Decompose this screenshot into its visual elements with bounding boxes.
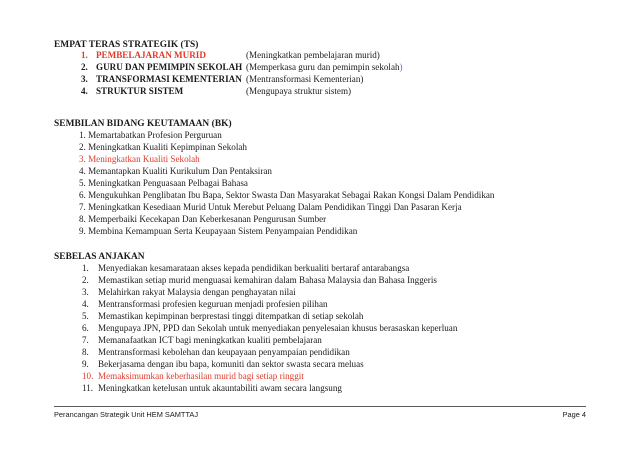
anjakan-item xyxy=(82,335,322,346)
anjakan-item xyxy=(82,371,304,382)
teras-item xyxy=(81,86,184,97)
anjakan-item xyxy=(82,347,350,358)
teras-label: GURU DAN PEMIMPIN SEKOLAH xyxy=(96,62,243,72)
bidang-heading: SEMBILAN BIDANG KEUTAMAAN (BK) xyxy=(54,119,232,129)
anjakan-text: Menyediakan kesamarataan akses kepada pendidikan berkualiti bertaraf antarabangsa xyxy=(98,263,410,273)
anjakan-num: 7. xyxy=(82,335,89,345)
teras-item xyxy=(81,50,206,61)
anjakan-item xyxy=(82,263,410,274)
anjakan-text: Meningkatkan ketelusan untuk akauntabiliti awam secara langsung xyxy=(98,383,342,393)
anjakan-num: 5. xyxy=(82,311,89,321)
teras-desc: (Memperkasa guru dan pemimpin sekolah) xyxy=(246,62,403,72)
teras-item xyxy=(81,62,243,73)
anjakan-text: Memanafaatkan ICT bagi meningkatkan kualiti pembelajaran xyxy=(98,335,322,345)
anjakan-item xyxy=(82,383,342,394)
teras-desc: (Meningkatkan pembelajaran murid) xyxy=(246,50,380,60)
bidang-item: 4. Memantapkan Kualiti Kurikulum Dan Pentaksiran xyxy=(79,166,272,176)
bidang-item: 8. Memperbaiki Kecekapan Dan Keberkesanan Pengurusan Sumber xyxy=(79,214,327,224)
anjakan-text: Memaksimumkan keberhasilan murid bagi setiap ringgit xyxy=(98,371,304,381)
bidang-item: 2. Meningkatkan Kualiti Kepimpinan Sekolah xyxy=(79,142,247,152)
bidang-item: 7. Meningkatkan Kesediaan Murid Untuk Merebut Peluang Dalam Pendidikan Tinggi Dan Pasaran Kerja xyxy=(79,202,462,212)
footer-title: Perancangan Strategik Unit HEM SAMTTAJ xyxy=(54,410,199,419)
anjakan-num: 4. xyxy=(82,299,89,309)
page-number: Page 4 xyxy=(562,410,586,419)
anjakan-num: 3. xyxy=(82,287,89,297)
anjakan-text: Mentransformasi kebolehan dan keupayaan penyampaian pendidikan xyxy=(98,347,350,357)
anjakan-num: 8. xyxy=(82,347,89,357)
teras-label: PEMBELAJARAN MURID xyxy=(96,50,206,60)
bidang-item: 6. Mengukuhkan Penglibatan Ibu Bapa, Sektor Swasta Dan Masyarakat Sebagai Rakan Kongsi Dalam Pendidikan xyxy=(79,190,495,200)
anjakan-text: Mentransformasi profesien keguruan menjadi profesien pilihan xyxy=(98,299,328,309)
teras-heading: EMPAT TERAS STRATEGIK (TS) xyxy=(54,40,199,50)
anjakan-item xyxy=(82,275,437,286)
teras-desc: (Mengupaya struktur sistem) xyxy=(246,86,352,96)
anjakan-item xyxy=(82,299,328,310)
anjakan-num: 10. xyxy=(82,371,94,381)
teras-num: 1. xyxy=(81,50,88,60)
teras-item xyxy=(81,74,242,85)
teras-num: 2. xyxy=(81,62,88,72)
anjakan-heading: SEBELAS ANJAKAN xyxy=(54,252,145,262)
bidang-item: 3. Meningkatkan Kualiti Sekolah xyxy=(79,154,200,164)
anjakan-num: 9. xyxy=(82,359,89,369)
anjakan-text: Mengupaya JPN, PPD dan Sekolah untuk menyediakan penyelesaian khusus berasaskan keperluan xyxy=(98,323,458,333)
bidang-item: 9. Membina Kemampuan Serta Keupayaan Sistem Penyampaian Pendidikan xyxy=(79,226,358,236)
teras-label: STRUKTUR SISTEM xyxy=(96,86,184,96)
teras-num: 3. xyxy=(81,74,88,84)
anjakan-item xyxy=(82,323,458,334)
teras-num: 4. xyxy=(81,86,88,96)
anjakan-text: Bekerjasama dengan ibu bapa, komuniti dan sektor swasta secara meluas xyxy=(98,359,364,369)
anjakan-item xyxy=(82,359,364,370)
anjakan-num: 1. xyxy=(82,263,89,273)
teras-desc: (Mentransformasi Kementerian) xyxy=(246,74,364,84)
anjakan-item xyxy=(82,311,364,322)
anjakan-num: 2. xyxy=(82,275,89,285)
anjakan-text: Memastikan kepimpinan berprestasi tinggi ditempatkan di setiap sekolah xyxy=(98,311,364,321)
footer-divider xyxy=(54,406,586,407)
anjakan-text: Melahirkan rakyat Malaysia dengan penghayatan nilai xyxy=(98,287,296,297)
teras-label: TRANSFORMASI KEMENTERIAN xyxy=(96,74,242,84)
anjakan-text: Memastikan setiap murid menguasai kemahiran dalam Bahasa Malaysia dan Bahasa Inggeris xyxy=(98,275,437,285)
anjakan-num: 6. xyxy=(82,323,89,333)
bidang-item: 1. Memartabatkan Profesion Perguruan xyxy=(79,130,222,140)
bidang-item: 5. Meningkatkan Penguasaan Pelbagai Bahasa xyxy=(79,178,248,188)
anjakan-item xyxy=(82,287,296,298)
anjakan-num: 11. xyxy=(82,383,94,393)
